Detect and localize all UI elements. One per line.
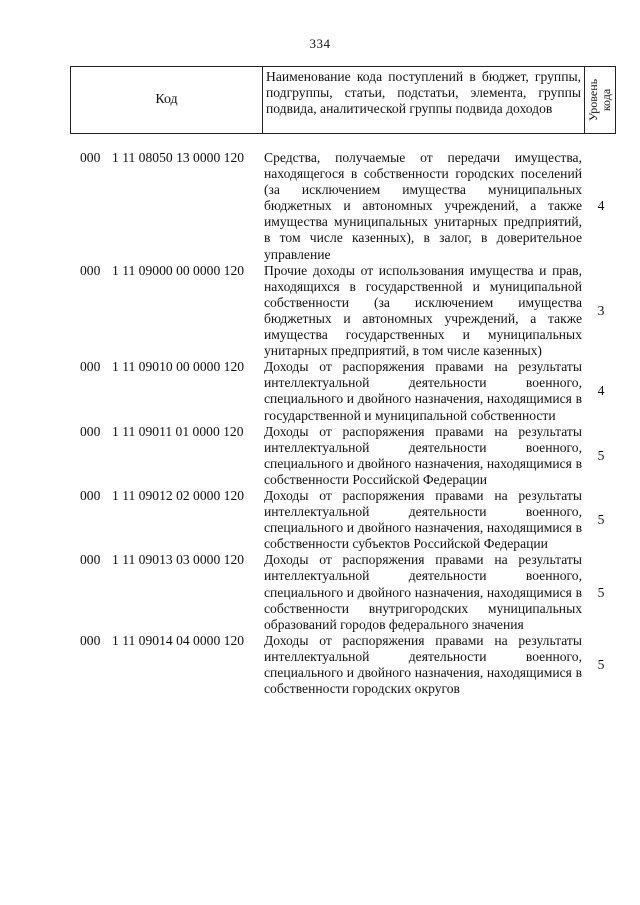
table-row xyxy=(0,552,640,632)
header-level-line1: Уровень xyxy=(586,78,600,122)
income-name-cell: Средства, получаемые от передачи имущества, находящегося в собственности городских поселений (за исключением имущества муниципальных бюджетных и автономных учреждений, а также имущества муниципальных унитарных предприятий, в том числе казенных), в залог, в доверительное управление xyxy=(264,150,582,262)
income-code-cell: 1 11 09000 00 0000 120 xyxy=(112,262,245,278)
table-row xyxy=(0,359,640,423)
admin-code-cell: 000 xyxy=(80,262,101,278)
table-row xyxy=(0,150,640,263)
page-number: 334 xyxy=(309,36,331,51)
code-level-cell: 5 xyxy=(597,656,605,672)
admin-code-cell: 000 xyxy=(80,632,101,648)
table-row xyxy=(0,633,640,697)
table-row xyxy=(0,263,640,360)
header-code-cell: Код xyxy=(71,67,263,133)
income-code-cell: 1 11 09014 04 0000 120 xyxy=(112,632,245,648)
income-name-cell: Доходы от распоряжения правами на результаты интеллектуальной деятельности военного, специального и двойного назначения, находящимися в государственной и муниципальной собственности xyxy=(264,359,582,423)
income-code-cell: 1 11 08050 13 0000 120 xyxy=(112,150,245,165)
code-level-cell: 4 xyxy=(597,383,605,399)
income-name-cell: Доходы от распоряжения правами на результаты интеллектуальной деятельности военного, специального и двойного назначения, находящимися в собственности Российской Федерации xyxy=(264,423,582,487)
code-level-cell: 4 xyxy=(597,198,605,214)
income-name-cell: Прочие доходы от использования имущества и прав, находящихся в государственной и муниципальной собственности (за исключением имущества бюджетных и автономных учреждений, а также имущества государственных и муниципальных унитарных предприятий, в том числе казенных) xyxy=(264,262,582,359)
admin-code-cell: 000 xyxy=(80,150,101,165)
header-level-label xyxy=(587,79,613,121)
income-name-cell: Доходы от распоряжения правами на результаты интеллектуальной деятельности военного, специального и двойного назначения, находящимися в собственности внутригородских муниципальных образований городов федерального значения xyxy=(264,552,582,632)
income-code-cell: 1 11 09011 01 0000 120 xyxy=(112,423,244,439)
table-row xyxy=(0,424,640,488)
income-name-cell: Доходы от распоряжения правами на результаты интеллектуальной деятельности военного, специального и двойного назначения, находящимися в собственности городских округов xyxy=(264,632,582,697)
code-level-cell: 5 xyxy=(597,584,605,600)
header-name-cell: Наименование кода поступлений в бюджет, группы, подгруппы, статьи, подстатьи, элемента, группы подвида, аналитической группы подвида доходов xyxy=(263,67,585,133)
header-level-line2: кода xyxy=(599,88,613,112)
code-level-cell: 5 xyxy=(597,512,605,528)
header-level-cell xyxy=(585,67,615,133)
income-code-cell: 1 11 09012 02 0000 120 xyxy=(112,487,245,503)
code-level-cell: 3 xyxy=(597,302,605,318)
admin-code-cell: 000 xyxy=(80,487,101,503)
income-code-cell: 1 11 09013 03 0000 120 xyxy=(112,552,245,568)
admin-code-cell: 000 xyxy=(80,423,101,439)
code-table-body xyxy=(0,150,640,697)
table-row xyxy=(0,488,640,552)
admin-code-cell: 000 xyxy=(80,359,101,375)
admin-code-cell: 000 xyxy=(80,552,101,568)
income-name-cell: Доходы от распоряжения правами на результаты интеллектуальной деятельности военного, специального и двойного назначения, находящимися в собственности субъектов Российской Федерации xyxy=(264,487,582,552)
code-level-cell: 5 xyxy=(597,447,605,463)
table-header xyxy=(70,66,616,134)
income-code-cell: 1 11 09010 00 0000 120 xyxy=(112,359,245,375)
